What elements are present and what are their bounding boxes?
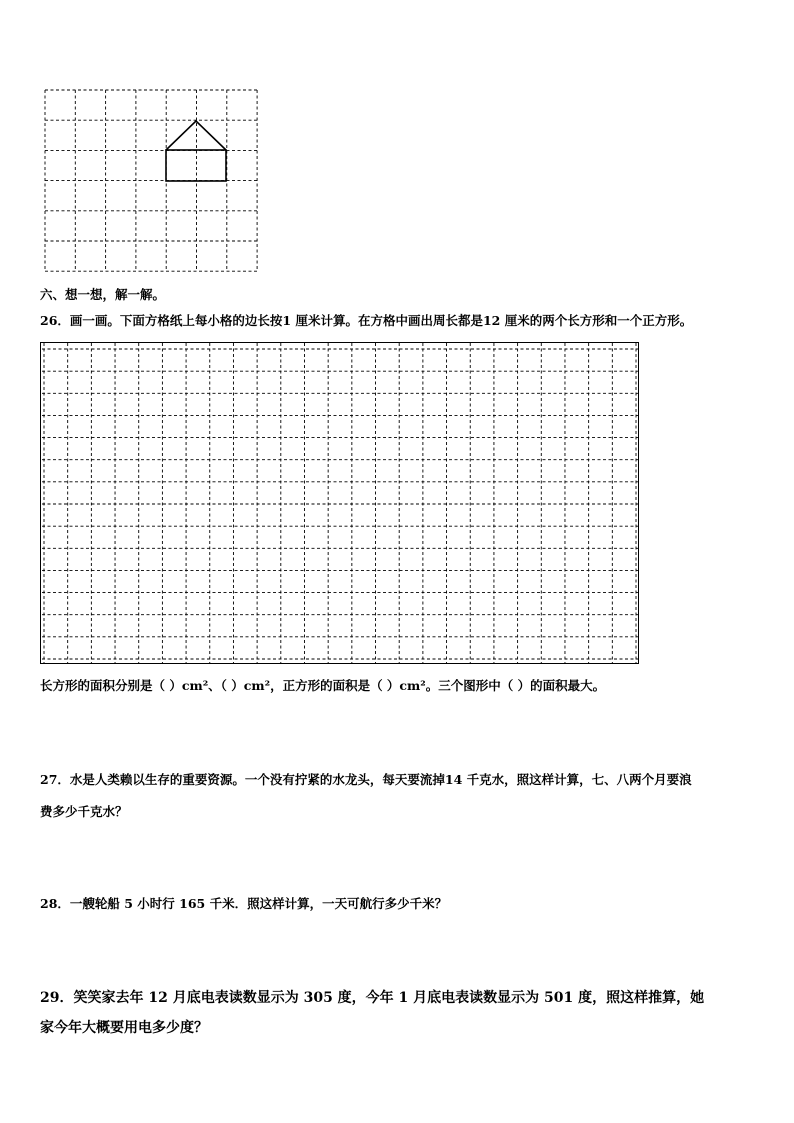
question-27-line-2: 费多少千克水？ (40, 804, 128, 819)
top-grid-with-house (0, 0, 794, 300)
house-body (166, 150, 226, 181)
house-figure (166, 121, 226, 181)
question-27-line-1: 27．水是人类赖以生存的重要资源。一个没有拧紧的水龙头，每天要流掉14 千克水，照这样计算，七、八两个月要浪 (40, 772, 692, 787)
section-six-heading: 六、想一想，解一解。 (40, 287, 166, 302)
question-28-text: 28．一艘轮船 5 小时行 165 千米．照这样计算，一天可航行多少千米？ (40, 896, 448, 911)
question-26-answer-line: 长方形的面积分别是（ ）cm²、（ ）cm²，正方形的面积是（ ）cm²。三个图形中（ ）的面积最大。 (40, 678, 606, 693)
question-26-text: 26．画一画。下面方格纸上每小格的边长按1 厘米计算。在方格中画出周长都是12 厘米的两个长方形和一个正方形。 (40, 313, 693, 328)
question-29-line-1: 29．笑笑家去年 12 月底电表读数显示为 305 度，今年 1 月底电表读数显示为 501 度，照这样推算，她 (40, 990, 705, 1006)
drawing-grid-border (41, 343, 639, 664)
drawing-grid[interactable] (0, 335, 794, 675)
house-roof (166, 121, 226, 150)
drawing-grid-lines (42, 343, 638, 663)
question-29-line-2: 家今年大概要用电多少度？ (40, 1020, 208, 1036)
